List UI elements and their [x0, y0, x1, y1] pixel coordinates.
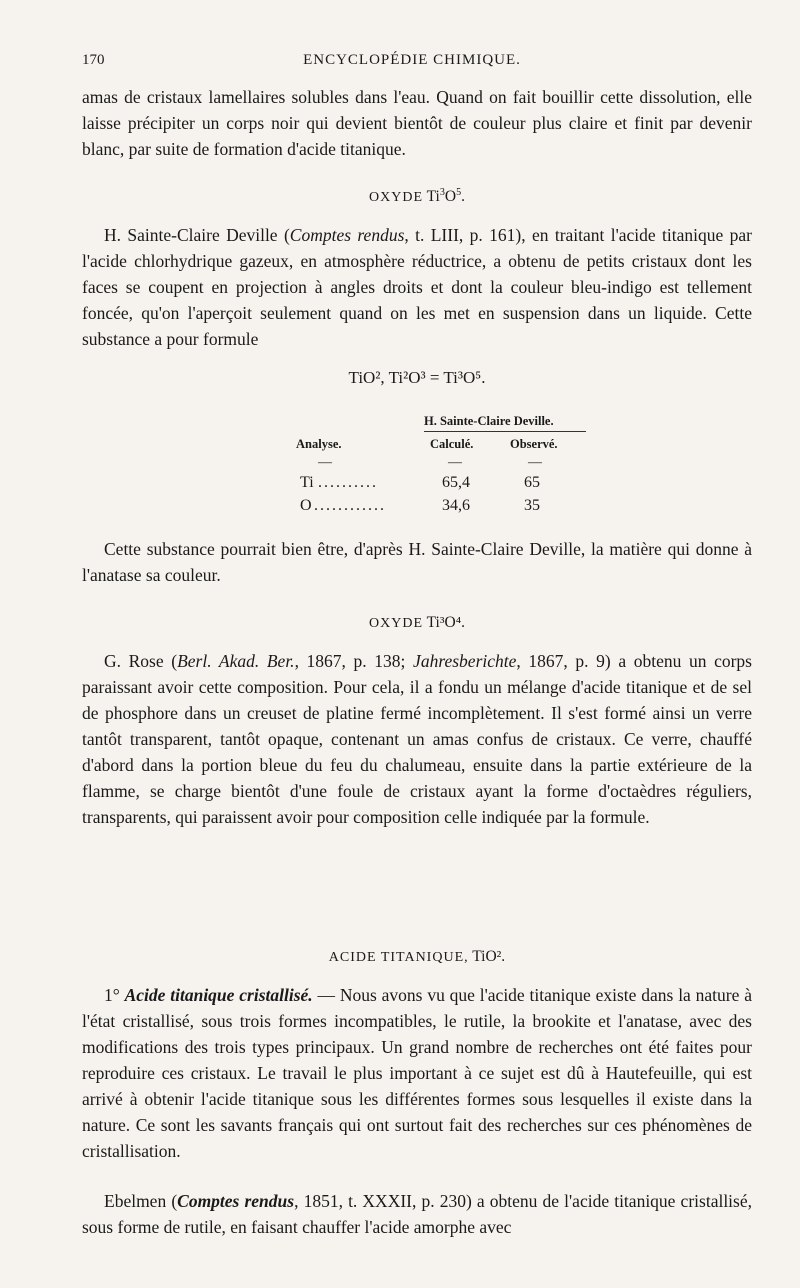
calc-cell: 34,6: [442, 497, 470, 514]
paragraph-4: G. Rose (Berl. Akad. Ber., 1867, p. 138; Jahresberichte, 1867, p. 9) a obtenu un corps paraissant avoir cette composition. Pour cela, il a fondu un mélange d'acide titanique et de sel de phosphore dans un creuset de platine fermé incomplètement. Il s'est formé ainsi un verre tantôt transparent, tantôt opaque, contenant un amas confus de cristaux. Ce verre, chauffé d'abord dans la portion bleue du feu du chalumeau, ensuite dans la partie extérieure de la flamme, se charge bientôt d'une foule de cristaux ayant la forme d'octaèdres réguliers, transparents, qui paraissent avoir pour composition celle indiquée par la formule.: [82, 651, 752, 827]
section-heading-formula: TiO².: [472, 948, 506, 965]
analysis-col-dash: —: [318, 455, 332, 470]
analysis-group-rule: [424, 431, 586, 432]
section-heading-oxyde-ti3o4: [82, 614, 752, 632]
paragraph-2: H. Sainte-Claire Deville (Comptes rendus, t. LIII, p. 161), en traitant l'acide titanique par l'acide chlorhydrique gazeux, en atmosphère réductrice, a obtenu de petits cristaux dont les faces se coupent en projection à angles droits et dont la couleur bleu-indigo est tellement foncée, qu'on l'aperçoit seulement quand on les met en suspension dans un liquide. Cette substance a pour formule: [82, 225, 752, 349]
formula-equation: [82, 368, 752, 388]
obs-col-dash: —: [528, 455, 542, 470]
obs-cell: 35: [524, 497, 540, 514]
obs-cell: 65: [524, 474, 540, 491]
section-heading-oxyde-ti3o5: [82, 188, 752, 206]
paragraph-5: 1° Acide titanique cristallisé. — Nous avons vu que l'acide titanique existe dans la nature à l'état cristallisé, sous trois formes incompatibles, le rutile, la brookite et l'anatase, avec des modifications des trois types principaux. Un grand nombre de recherches ont été faites pour reproduire ces cristaux. Le travail le plus important à ce sujet est dû à Hautefeuille, qui est arrivé à obtenir l'acide titanique sous les différentes formes sous lesquelles il existe dans la nature. Ce sont les savants français qui ont surtout fait des recherches sur ces phénomènes de cristallisation.: [82, 985, 752, 1161]
paragraph-3: Cette substance pourrait bien être, d'après H. Sainte-Claire Deville, la matière qui donne à l'anatase sa couleur.: [82, 539, 752, 585]
formula-left: TiO², Ti²O³: [348, 368, 426, 387]
running-title: ENCYCLOPÉDIE CHIMIQUE.: [303, 52, 521, 68]
calc-cell: 65,4: [442, 474, 470, 491]
running-head: [82, 52, 742, 74]
calc-col-header: Calculé.: [430, 437, 474, 451]
section-heading-label: OXYDE: [369, 190, 423, 205]
section-heading-label: OXYDE: [369, 616, 424, 631]
leader-dots: ..........: [318, 474, 378, 491]
section-heading-formula: $Ti^3O^5$.: [426, 186, 465, 205]
analysis-group-header: H. Sainte-Claire Deville.: [424, 414, 554, 428]
formula-equals: =: [429, 368, 440, 387]
section-heading-label: ACIDE TITANIQUE,: [328, 950, 469, 965]
paragraph-1: amas de cristaux lamellaires solubles dans l'eau. Quand on fait bouillir cette dissolution, elle laisse précipiter un corps noir qui devient bientôt de couleur plus claire et finit par devenir blanc, par suite de formation d'acide titanique.: [82, 87, 752, 159]
element-cell: Ti: [300, 474, 314, 491]
page-number: 170: [82, 52, 105, 68]
leader-dots: ............: [314, 497, 386, 514]
paragraph-6: Ebelmen (Comptes rendus, 1851, t. XXXII, p. 230) a obtenu de l'acide titanique cristallisé, sous forme de rutile, en faisant chauffer l'acide amorphe avec: [82, 1191, 752, 1237]
element-cell: O: [300, 497, 312, 514]
section-heading-acide-titanique: [82, 948, 752, 966]
formula-right: Ti³O⁵.: [443, 368, 486, 387]
calc-col-dash: —: [448, 455, 462, 470]
analysis-col-header: Analyse.: [296, 437, 342, 451]
obs-col-header: Observé.: [510, 437, 558, 451]
section-heading-formula: Ti³O⁴.: [426, 614, 465, 631]
